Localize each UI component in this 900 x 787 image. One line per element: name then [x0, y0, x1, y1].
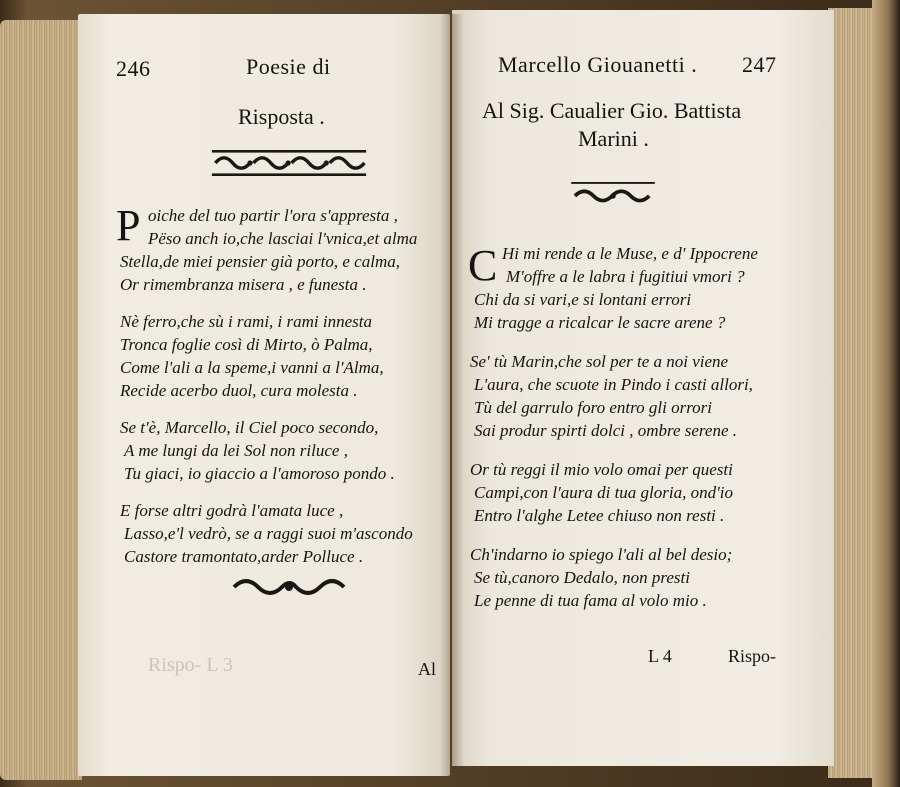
verse-line: Mi tragge a ricalcar le sacre arene ? [474, 313, 726, 332]
verse-line: Tu giaci, io giaccio a l'amoroso pondo . [124, 464, 395, 483]
left-page-edges [0, 20, 82, 780]
verse-line: Se tù,canoro Dedalo, non presti [474, 568, 690, 587]
running-head: Marcello Giouanetti . [498, 52, 698, 77]
verse-line: Tronca foglie così di Mirto, ò Palma, [120, 335, 373, 354]
ornament-tailpiece-icon [230, 574, 348, 600]
signature-mark: L 4 [648, 646, 672, 666]
verse-line: oiche del tuo partir l'ora s'appresta , [148, 206, 398, 225]
ornament-headpiece-icon [200, 150, 378, 176]
verse-line: A me lungi da lei Sol non riluce , [124, 441, 348, 460]
running-head: Poesie di [246, 54, 331, 79]
verse-line: Chi da si vari,e si lontani errori [474, 290, 692, 309]
verse-line: Nè ferro,che sù i rami, i rami innesta [120, 312, 372, 331]
verse-line: Ch'indarno io spiego l'ali al bel desio; [470, 545, 733, 564]
catchword: Al [418, 659, 436, 679]
drop-cap: P [116, 201, 141, 250]
verse-line: Castore tramontato,arder Polluce . [124, 547, 364, 566]
verse-line: Come l'ali a la speme,i vanni a l'Alma, [120, 358, 384, 377]
right-page [452, 10, 834, 766]
ornament-headpiece-icon [568, 182, 658, 208]
verse-line: Tù del garrulo foro entro gli orrori [474, 398, 713, 417]
verse-line: Campi,con l'aura di tua gloria, ond'io [474, 483, 733, 502]
verse-line: Stella,de miei pensier già porto, e calma, [120, 252, 400, 271]
verse-line: Or rimembranza misera , e funesta . [120, 275, 367, 294]
catchword: Rispo- [728, 646, 777, 666]
drop-cap: C [468, 241, 498, 290]
book-cover-edge [872, 0, 900, 787]
verse-line: Se' tù Marin,che sol per te a noi viene [470, 352, 729, 371]
page-number: 246 [116, 56, 151, 81]
verse-line: Or tù reggi il mio volo omai per questi [470, 460, 733, 479]
poem-body [468, 242, 758, 612]
verse-line: Sai produr spirti dolci , ombre serene . [474, 421, 738, 440]
poem-title-line-2: Marini . [578, 126, 649, 151]
verse-line: M'offre a le labra i fugitiui vmori ? [506, 267, 745, 286]
verse-line: E forse altri godrà l'amata luce , [120, 501, 344, 520]
verse-line: Se t'è, Marcello, il Ciel poco secondo, [120, 418, 379, 437]
poem-body [114, 201, 418, 568]
verse-line: Recide acerbo duol, cura molesta . [120, 381, 358, 400]
left-page [78, 14, 450, 776]
verse-line: Lasso,e'l vedrò, se a raggi suoi m'ascondo [124, 524, 413, 543]
verse-line: Pëso anch io,che lasciai l'vnica,et alma [148, 229, 418, 248]
verse-line: Le penne di tua fama al volo mio . [474, 591, 707, 610]
verse-line: L'aura, che scuote in Pindo i casti allori, [474, 375, 753, 394]
verse-line: Entro l'alghe Letee chiuso non resti . [474, 506, 725, 525]
show-through-text: Rispo- L 3 [148, 654, 233, 676]
poem-title: Al Sig. Caualier Gio. Battista [482, 98, 742, 123]
poem-title: Risposta . [238, 104, 325, 129]
book-gutter [440, 14, 464, 776]
page-number: 247 [742, 52, 777, 77]
verse-line: Hi mi rende a le Muse, e d' Ippocrene [502, 244, 758, 263]
